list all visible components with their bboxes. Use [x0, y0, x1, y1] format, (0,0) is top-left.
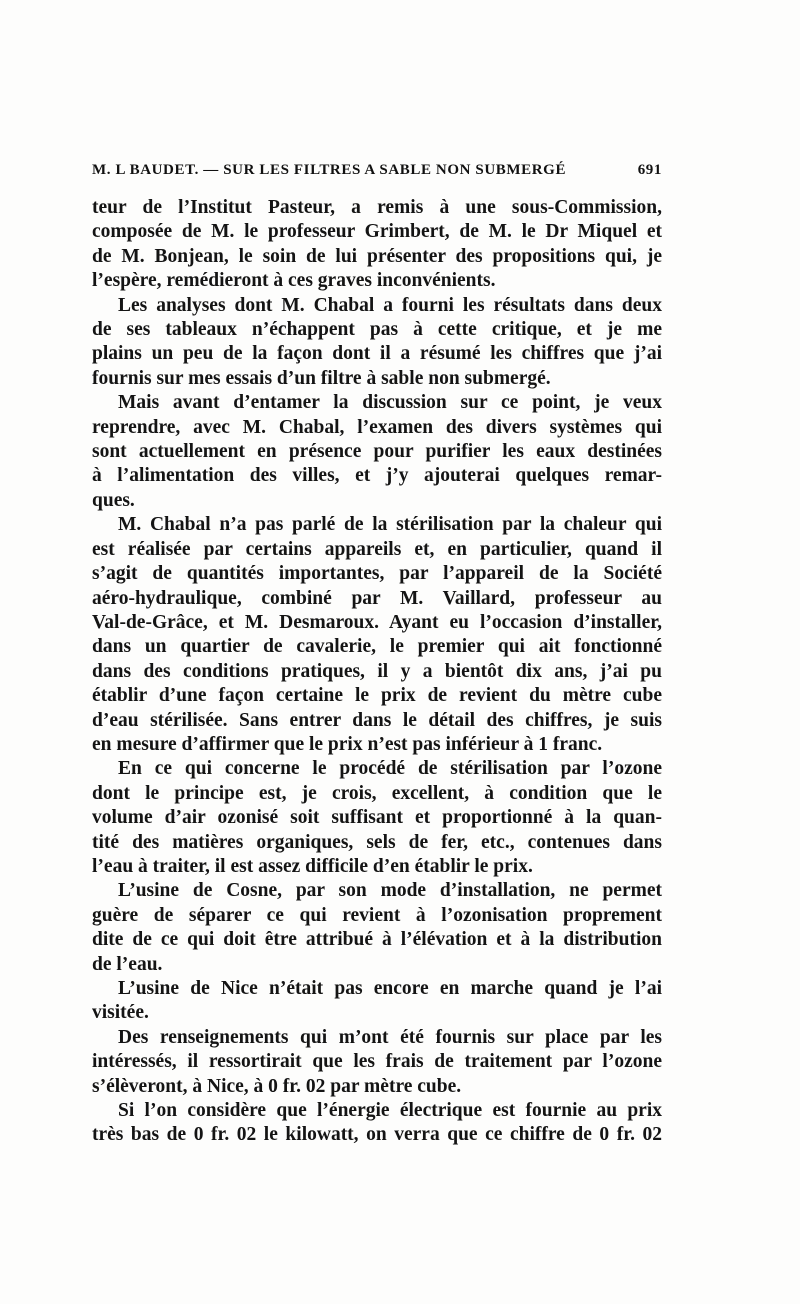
- text-line: tité des matières organiques, sels de fer, etc., contenues dans: [92, 831, 662, 853]
- paragraph: [92, 1026, 662, 1099]
- paragraph: [92, 879, 662, 977]
- text-line: ques.: [92, 489, 135, 511]
- text-line: de M. Bonjean, le soin de lui présenter des propositions qui, je: [92, 245, 662, 267]
- paragraph: [92, 391, 662, 513]
- text-line: d’eau stérilisée. Sans entrer dans le détail des chiffres, je suis: [92, 709, 662, 731]
- text-line: plains un peu de la façon dont il a résumé les chiffres que j’ai: [92, 343, 662, 365]
- text-line: l’espère, remédieront à ces graves inconvénients.: [92, 270, 496, 292]
- text-line: L’usine de Cosne, par son mode d’installation, ne permet: [118, 880, 662, 902]
- text-line: est réalisée par certains appareils et, en particulier, quand il: [92, 538, 662, 560]
- text-line: En ce qui concerne le procédé de stérilisation par l’ozone: [118, 758, 662, 780]
- text-line: Les analyses dont M. Chabal a fourni les résultats dans deux: [118, 294, 662, 316]
- text-line: composée de M. le professeur Grimbert, de M. le Dr Miquel et: [92, 221, 662, 243]
- text-line: visitée.: [92, 1002, 149, 1024]
- text-line: aéro-hydraulique, combiné par M. Vaillard, professeur au: [92, 587, 662, 609]
- text-line: s’élèveront, à Nice, à 0 fr. 02 par mètre cube.: [92, 1075, 462, 1097]
- paragraph: [92, 1099, 662, 1148]
- text-line: en mesure d’affirmer que le prix n’est pas inférieur à 1 franc.: [92, 733, 603, 755]
- text-line: s’agit de quantités importantes, par l’appareil de la Société: [92, 563, 662, 585]
- text-line: de ses tableaux n’échappent pas à cette critique, et je me: [92, 319, 662, 341]
- paragraph: [92, 196, 662, 294]
- text-line: Val-de-Grâce, et M. Desmaroux. Ayant eu l’occasion d’installer,: [92, 611, 662, 633]
- text-line: dans un quartier de cavalerie, le premier qui ait fonctionné: [92, 636, 662, 658]
- paragraph: [92, 513, 662, 757]
- text-line: dite de ce qui doit être attribué à l’élévation et à la distribution: [92, 929, 662, 951]
- text-line: dans des conditions pratiques, il y a bientôt dix ans, j’ai pu: [92, 660, 662, 682]
- text-line: intéressés, il ressortirait que les frais de traitement par l’ozone: [92, 1051, 662, 1073]
- text-line: Des renseignements qui m’ont été fournis sur place par les: [118, 1026, 662, 1048]
- running-head-title: M. L BAUDET. — SUR LES FILTRES A SABLE NON SUBMERGÉ: [92, 162, 567, 178]
- text-line: fournis sur mes essais d’un filtre à sable non submergé.: [92, 367, 551, 389]
- text-line: l’eau à traiter, il est assez difficile d’en établir le prix.: [92, 855, 533, 877]
- page-number: 691: [637, 162, 662, 178]
- text-line: dont le principe est, je crois, excellent, à condition que le: [92, 782, 662, 804]
- running-head: [92, 162, 662, 184]
- text-line: Mais avant d’entamer la discussion sur ce point, je veux: [118, 392, 662, 414]
- paragraph: [92, 294, 662, 392]
- paragraph: [92, 757, 662, 879]
- text-line: très bas de 0 fr. 02 le kilowatt, on verra que ce chiffre de 0 fr. 02: [92, 1124, 662, 1146]
- text-line: guère de séparer ce qui revient à l’ozonisation proprement: [92, 904, 662, 926]
- body-text: [92, 196, 662, 1148]
- text-line: L’usine de Nice n’était pas encore en marche quand je l’ai: [118, 978, 662, 999]
- text-line: reprendre, avec M. Chabal, l’examen des divers systèmes qui: [92, 416, 662, 438]
- text-line: teur de l’Institut Pasteur, a remis à une sous-Commission,: [92, 197, 662, 218]
- text-line: de l’eau.: [92, 953, 163, 975]
- text-line: M. Chabal n’a pas parlé de la stérilisation par la chaleur qui: [118, 514, 662, 536]
- text-line: volume d’air ozonisé soit suffisant et proportionné à la quan-: [92, 807, 662, 829]
- text-line: établir d’une façon certaine le prix de revient du mètre cube: [92, 685, 662, 707]
- text-line: sont actuellement en présence pour purifier les eaux destinées: [92, 441, 662, 463]
- paragraph: [92, 977, 662, 1026]
- text-line: Si l’on considère que l’énergie électrique est fournie au prix: [118, 1100, 662, 1122]
- text-line: à l’alimentation des villes, et j’y ajouterai quelques remar-: [92, 465, 662, 487]
